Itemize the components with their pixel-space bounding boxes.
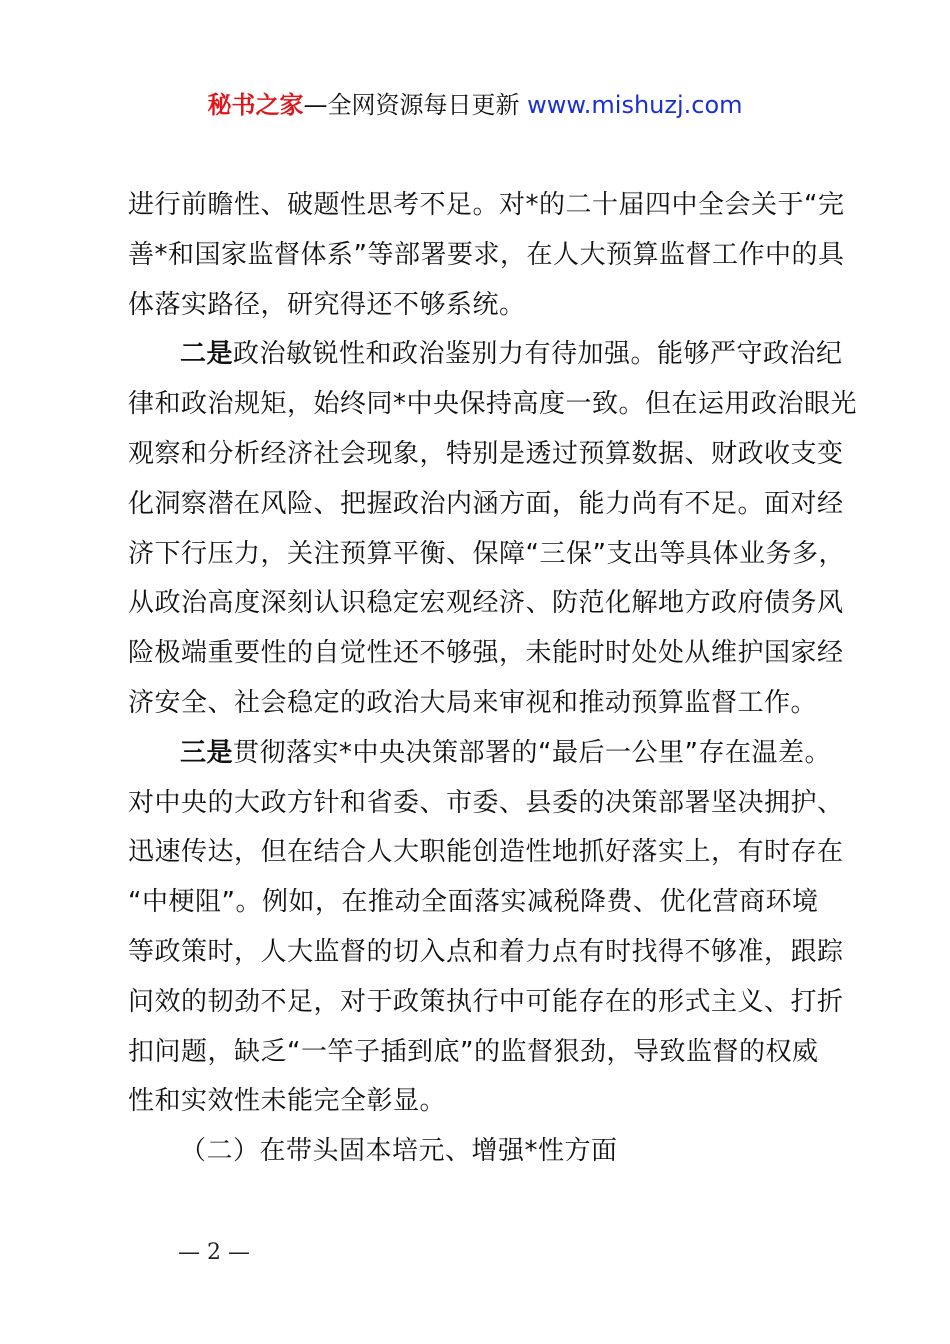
text-line: 等政策时，人大监督的切入点和着力点有时找得不够准，跟踪	[128, 936, 844, 967]
site-tagline: —全网资源每日更新	[303, 91, 528, 119]
text-line: 善*和国家监督体系”等部署要求，在人大预算监督工作中的具	[128, 239, 845, 270]
page-number: — 2 —	[178, 1240, 250, 1265]
text-line: 对中央的大政方针和省委、市委、县委的决策部署坚决拥护、	[128, 787, 844, 818]
paragraph-two-first-line	[128, 330, 843, 380]
text-line: 扣问题，缺乏“一竿子插到底”的监督狠劲，导致监督的权威	[128, 1036, 819, 1067]
document-body	[128, 181, 858, 1177]
text-line: 从政治高度深刻认识稳定宏观经济、防范化解地方政府债务风	[128, 588, 844, 619]
text-line: 险极端重要性的自觉性还不够强，未能时时处处从维护国家经	[128, 638, 844, 669]
site-brand: 秘书之家	[207, 91, 304, 119]
text-line: 济下行压力，关注预算平衡、保障“三保”支出等具体业务多，	[128, 538, 845, 569]
site-url-link[interactable]: www.mishuzj.com	[527, 91, 743, 119]
text-line: 迅速传达，但在结合人大职能创造性地抓好落实上，有时存在	[128, 837, 844, 868]
paragraph-lead: 三是	[180, 737, 234, 768]
text-line: 律和政治规矩，始终同*中央保持高度一致。但在运用政治眼光	[128, 389, 858, 420]
text-line: 进行前瞻性、破题性思考不足。对*的二十届四中全会关于“完	[128, 190, 845, 220]
site-banner	[0, 88, 950, 122]
text-line: “中梗阻”。例如，在推动全面落实减税降费、优化营商环境	[128, 887, 819, 918]
text-line: 观察和分析经济社会现象，特别是透过预算数据、财政收支变	[128, 438, 844, 469]
section-heading: （二）在带头固本培元、增强*性方面	[180, 1136, 618, 1167]
text-line: 济安全、社会稳定的政治大局来审视和推动预算监督工作。	[128, 687, 818, 718]
text-line: 性和实效性未能完全彰显。	[128, 1086, 447, 1117]
text-line: 问效的韧劲不足，对于政策执行中可能存在的形式主义、打折	[128, 986, 844, 1017]
paragraph-three-first-line	[128, 729, 838, 779]
text-line: 体落实路径，研究得还不够系统。	[128, 289, 526, 320]
paragraph-lead: 二是	[180, 339, 234, 370]
paragraph-text: 贯彻落实*中央决策部署的“最后一公里”存在温差。	[233, 737, 831, 768]
paragraph-text: 政治敏锐性和政治鉴别力有待加强。能够严守政治纪	[233, 339, 843, 370]
text-line: 化洞察潜在风险、把握政治内涵方面，能力尚有不足。面对经	[128, 488, 844, 519]
